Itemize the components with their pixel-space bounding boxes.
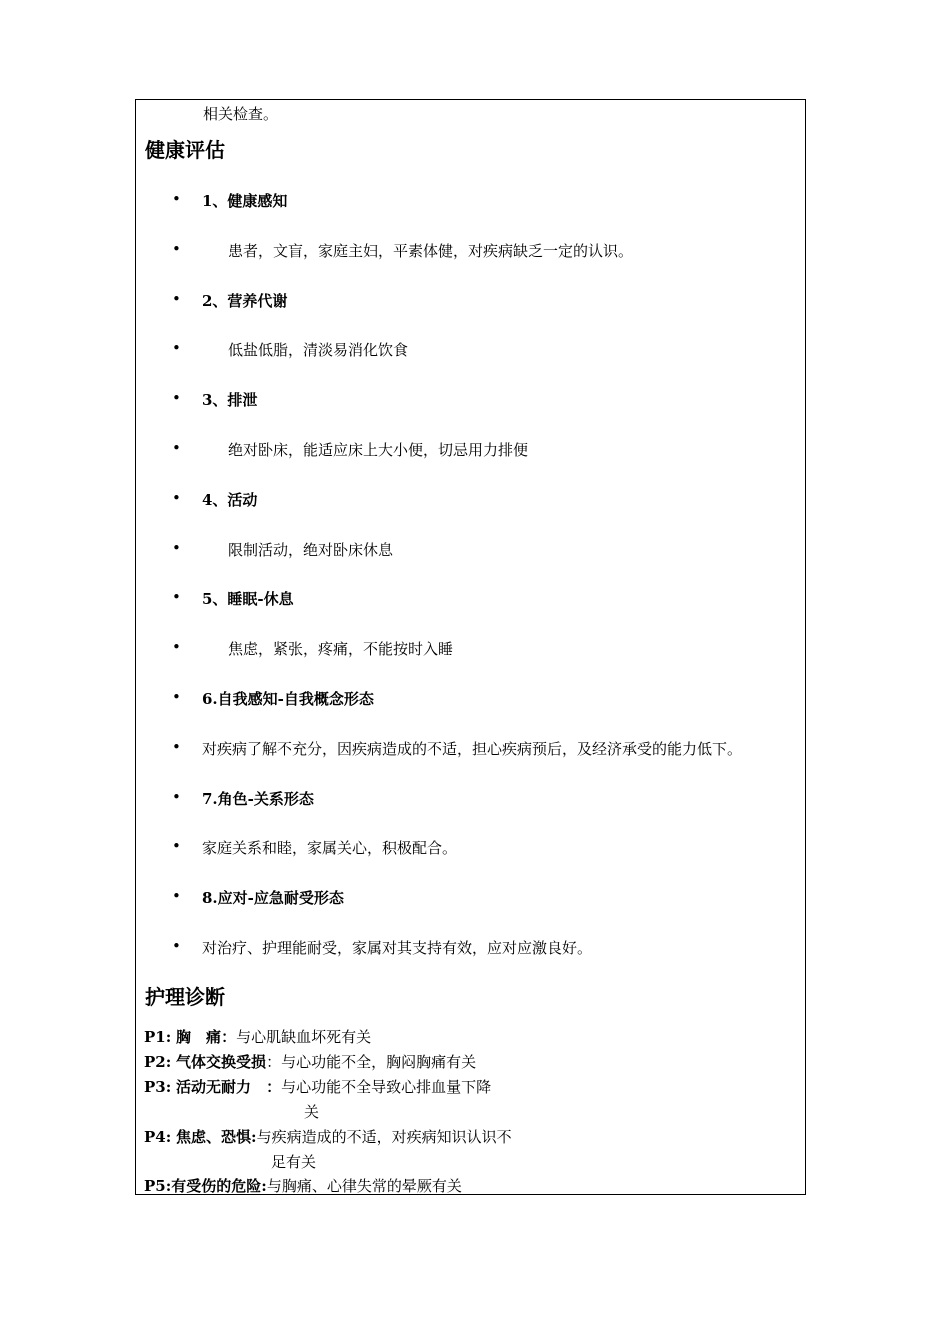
diagnosis-p2 — [144, 1051, 476, 1072]
list-item-text: 患者，文盲，家庭主妇，平素体健，对疾病缺乏一定的认识。 — [228, 242, 634, 260]
list-item-text: 4、活动 — [202, 491, 258, 509]
bullet-icon: • — [172, 240, 181, 258]
diagnosis-code: P4: — [144, 1128, 172, 1146]
diagnosis-code: P1: — [144, 1028, 172, 1046]
diagnosis-text: 与胸痛、心律失常的晕厥有关 — [266, 1177, 462, 1195]
bullet-icon: • — [172, 638, 181, 656]
diagnosis-label: 胸 痛 — [176, 1028, 222, 1046]
diagnosis-code: P2: — [144, 1053, 172, 1071]
diagnosis-separator: ： — [251, 1078, 282, 1096]
bullet-icon: • — [172, 290, 181, 308]
bullet-icon: • — [172, 887, 181, 905]
list-item-text: 对疾病了解不充分，因疾病造成的不适，担心疾病预后，及经济承受的能力低下。 — [202, 740, 743, 758]
list-item-text: 家庭关系和睦，家属关心，积极配合。 — [202, 839, 458, 857]
bullet-icon: • — [172, 937, 181, 955]
list-item-text: 5、睡眠-休息 — [202, 590, 294, 608]
diagnosis-label: 活动无耐力 — [176, 1078, 252, 1096]
list-item-text: 8.应对-应急耐受形态 — [202, 889, 344, 907]
diagnosis-text: 与心功能不全，胸闷胸痛有关 — [281, 1053, 477, 1071]
diagnosis-text: 与心肌缺血坏死有关 — [236, 1028, 372, 1046]
diagnosis-p3 — [144, 1076, 491, 1097]
diagnosis-p1 — [144, 1026, 371, 1047]
list-item-text: 限制活动，绝对卧床休息 — [228, 541, 394, 559]
document-frame — [135, 99, 806, 1195]
diagnosis-code: P3: — [144, 1078, 172, 1096]
diagnosis-label: 有受伤的危险: — [171, 1177, 267, 1195]
list-item-text: 7.角色-关系形态 — [202, 790, 314, 808]
list-item-text: 低盐低脂，清淡易消化饮食 — [228, 341, 409, 359]
list-item-text: 3、排泄 — [202, 391, 258, 409]
bullet-icon: • — [172, 688, 181, 706]
bullet-icon: • — [172, 588, 181, 606]
list-item-text: 6.自我感知-自我概念形态 — [202, 690, 374, 708]
diagnosis-p5 — [144, 1175, 462, 1196]
bullet-icon: • — [172, 439, 181, 457]
bullet-icon: • — [172, 539, 181, 557]
health-assessment-heading: 健康评估 — [145, 138, 225, 162]
bullet-icon: • — [172, 339, 181, 357]
diagnosis-p4 — [144, 1126, 512, 1147]
bullet-icon: • — [172, 837, 181, 855]
bullet-icon: • — [172, 788, 181, 806]
list-item-text: 2、营养代谢 — [202, 292, 288, 310]
diagnosis-text: 与心功能不全导致心排血量下降 — [281, 1078, 492, 1096]
list-item-text: 对治疗、护理能耐受，家属对其支持有效，应对应激良好。 — [202, 939, 593, 957]
diagnosis-label: 焦虑、恐惧: — [176, 1128, 257, 1146]
bullet-icon: • — [172, 738, 181, 756]
bullet-icon: • — [172, 389, 181, 407]
bullet-icon: • — [172, 190, 181, 208]
nursing-diagnosis-heading: 护理诊断 — [145, 985, 225, 1009]
bullet-icon: • — [172, 489, 181, 507]
diagnosis-label: 气体交换受损 — [176, 1053, 267, 1071]
diagnosis-p3-continuation: 关 — [304, 1103, 320, 1121]
list-item-text: 1、健康感知 — [202, 192, 288, 210]
diagnosis-text: 与疾病造成的不适，对疾病知识认识不 — [256, 1128, 512, 1146]
list-item-text: 焦虑，紧张，疼痛，不能按时入睡 — [228, 640, 454, 658]
diagnosis-p4-continuation: 足有关 — [271, 1153, 317, 1171]
diagnosis-code: P5: — [144, 1177, 172, 1195]
diagnosis-separator: ： — [266, 1053, 282, 1071]
diagnosis-separator: ： — [221, 1028, 237, 1046]
intro-tail-text: 相关检查。 — [203, 105, 279, 123]
list-item-text: 绝对卧床，能适应床上大小便，切忌用力排便 — [228, 441, 529, 459]
